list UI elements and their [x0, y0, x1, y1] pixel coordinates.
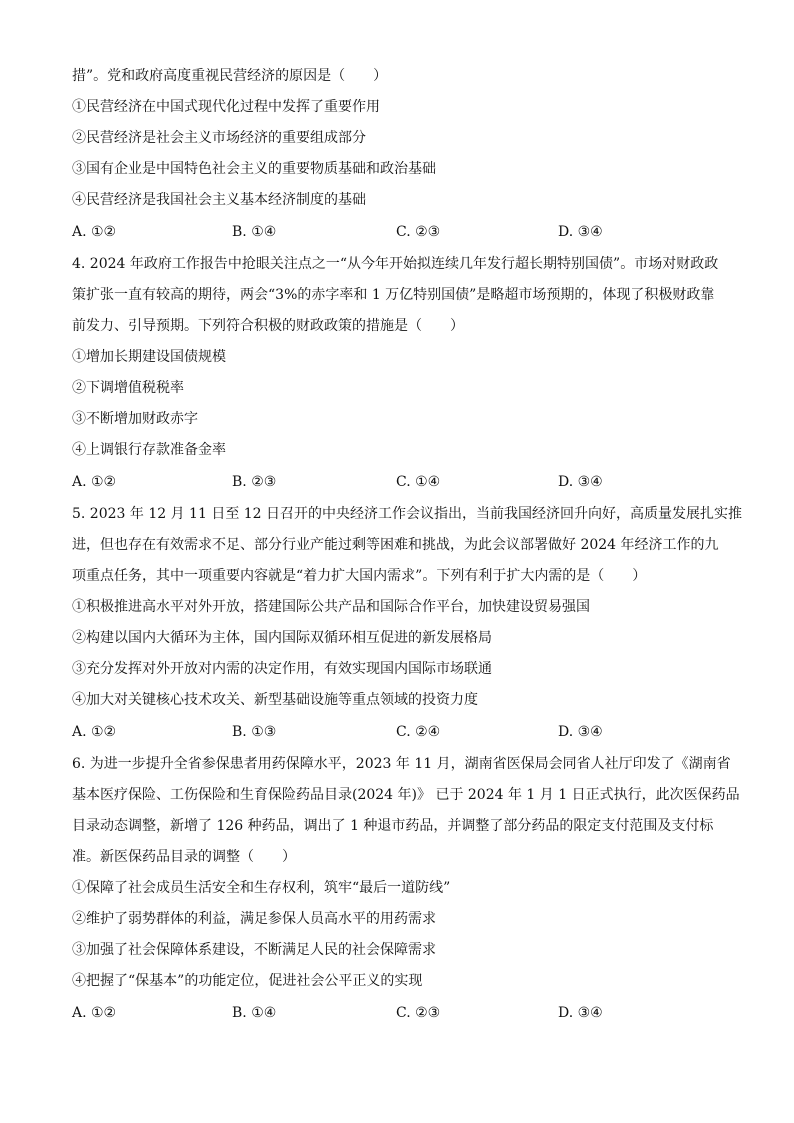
q5-choice-c: C. ②④: [396, 724, 441, 740]
q5-stem-line-3: 项重点任务，其中一项重要内容就是“着力扩大国内需求”。下列有利于扩大内需的是（ ）: [72, 568, 647, 584]
q6-option-4: ④把握了“保基本”的功能定位，促进社会公平正义的实现: [72, 973, 423, 989]
q6-choice-a: A. ①②: [72, 1005, 117, 1021]
q5-stem-line-2: 进，但也存在有效需求不足、部分行业产能过剩等困难和挑战，为此会议部署做好 2024 年经济工作的九: [72, 537, 719, 553]
q4-choice-c: C. ①④: [396, 474, 441, 490]
q3-choice-c: C. ②③: [396, 224, 441, 240]
q6-choices: [72, 1002, 734, 1024]
q5-option-4: ④加大对关键核心技术攻关、新型基础设施等重点领域的投资力度: [72, 692, 478, 708]
q5-choice-a: A. ①②: [72, 724, 117, 740]
q6-stem-line-1: 6. 为进一步提升全省参保患者用药保障水平，2023 年 11 月，湖南省医保局会同省人社厅印发了《湖南省: [72, 756, 731, 772]
q3-choices: [72, 221, 734, 243]
q3-choice-d: D. ③④: [558, 224, 603, 240]
q4-stem-line-1: 4. 2024 年政府工作报告中抢眼关注点之一“从今年开始拟连续几年发行超长期特别国债”。市场对财政政: [72, 256, 719, 272]
q6-choice-c: C. ②③: [396, 1005, 441, 1021]
q5-choice-d: D. ③④: [558, 724, 603, 740]
q4-option-1: ①增加长期建设国债规模: [72, 349, 226, 365]
q4-stem-line-3: 前发力、引导预期。下列符合积极的财政政策的措施是（ ）: [72, 318, 464, 334]
q4-choice-d: D. ③④: [558, 474, 603, 490]
q4-choice-b: B. ②③: [232, 474, 277, 490]
q6-option-3: ③加强了社会保障体系建设，不断满足人民的社会保障需求: [72, 942, 436, 958]
q6-stem-line-4: 准。新医保药品目录的调整（ ）: [72, 849, 296, 865]
q6-choice-d: D. ③④: [558, 1005, 603, 1021]
q3-option-3: ③国有企业是中国特色社会主义的重要物质基础和政治基础: [72, 161, 436, 177]
q6-stem-line-3: 目录动态调整，新增了 126 种药品，调出了 1 种退市药品，并调整了部分药品的限定支付范围及支付标: [72, 818, 714, 834]
q5-option-3: ③充分发挥对外开放对内需的决定作用，有效实现国内国际市场联通: [72, 661, 492, 677]
q3-choice-b: B. ①④: [232, 224, 277, 240]
q4-choices: [72, 471, 734, 493]
q6-stem-line-2: 基本医疗保险、工伤保险和生育保险药品目录(2024 年)》 已于 2024 年 1 月 1 日正式执行，此次医保药品: [72, 787, 740, 803]
q4-option-3: ③不断增加财政赤字: [72, 411, 198, 427]
q4-option-2: ②下调增值税税率: [72, 380, 184, 396]
q6-choice-b: B. ①④: [232, 1005, 277, 1021]
q4-stem-line-2: 策扩张一直有较高的期待，两会“3%的赤字率和 1 万亿特别国债”是略超市场预期的，体现了积极财政靠: [72, 287, 715, 303]
q3-stem: 措”。党和政府高度重视民营经济的原因是（ ）: [72, 68, 388, 84]
q5-stem-line-1: 5. 2023 年 12 月 11 日至 12 日召开的中央经济工作会议指出，当前我国经济回升向好，高质量发展扎实推: [72, 506, 743, 522]
q3-choice-a: A. ①②: [72, 224, 117, 240]
q4-option-4: ④上调银行存款准备金率: [72, 442, 226, 458]
q3-option-1: ①民营经济在中国式现代化过程中发挥了重要作用: [72, 99, 380, 115]
q4-choice-a: A. ①②: [72, 474, 117, 490]
q3-option-2: ②民营经济是社会主义市场经济的重要组成部分: [72, 130, 366, 146]
q5-choice-b: B. ①③: [232, 724, 277, 740]
q6-option-1: ①保障了社会成员生活安全和生存权利，筑牢“最后一道防线”: [72, 880, 451, 896]
q5-option-2: ②构建以国内大循环为主体，国内国际双循环相互促进的新发展格局: [72, 630, 492, 646]
q5-option-1: ①积极推进高水平对外开放，搭建国际公共产品和国际合作平台，加快建设贸易强国: [72, 599, 590, 615]
q3-option-4: ④民营经济是我国社会主义基本经济制度的基础: [72, 192, 366, 208]
q6-option-2: ②维护了弱势群体的利益，满足参保人员高水平的用药需求: [72, 911, 436, 927]
q5-choices: [72, 721, 734, 743]
